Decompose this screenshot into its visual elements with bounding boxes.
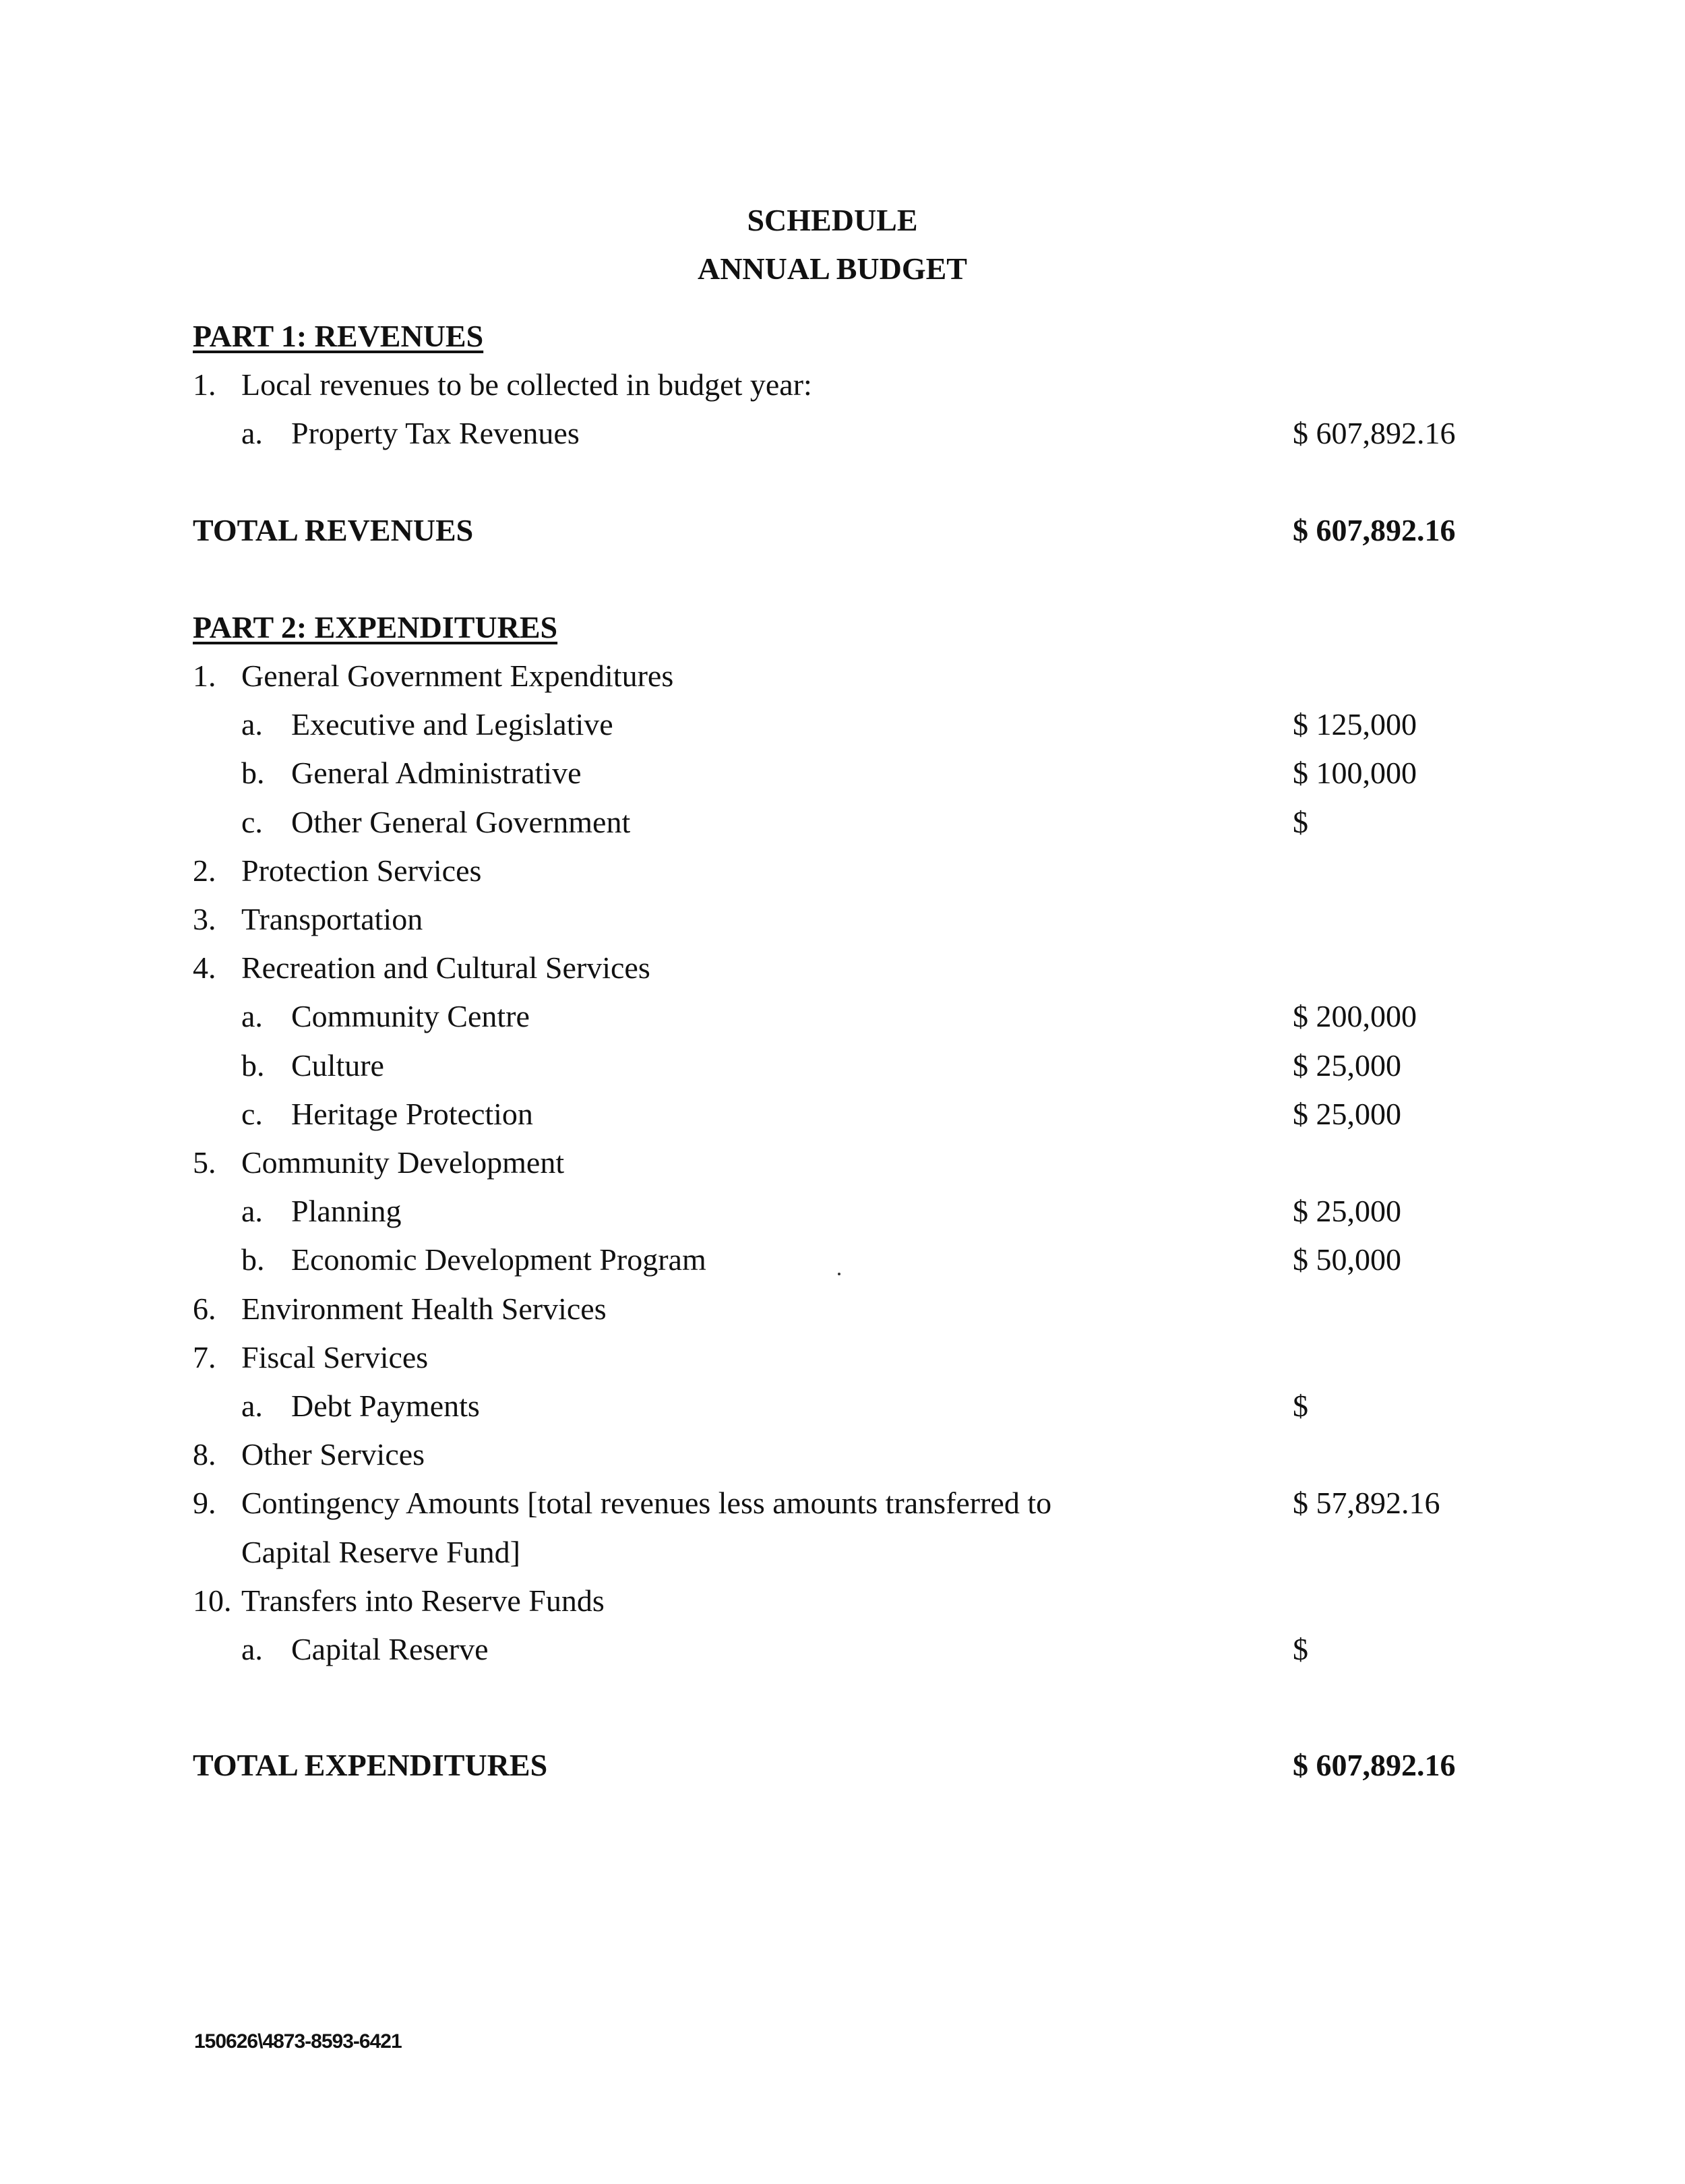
item-label: Executive and Legislative [291,707,613,741]
item-letter: b. [241,1242,265,1277]
item-amount: $ [1293,1632,1308,1666]
item-label: Culture [291,1048,384,1083]
item-amount: $ 57,892.16 [1293,1486,1440,1520]
item-label: Transfers into Reserve Funds [241,1583,605,1618]
item-number: 8. [193,1437,216,1472]
item-label: Community Centre [291,999,530,1033]
item-number: 10. [193,1583,232,1618]
stray-mark [838,1273,840,1275]
item-amount: $ 25,000 [1293,1048,1401,1083]
item-label: Economic Development Program [291,1242,706,1277]
document-id: 150626\4873-8593-6421 [194,2030,402,2053]
item-letter: a. [241,1194,263,1228]
item-amount: $ [1293,1389,1308,1423]
item-amount: $ 100,000 [1293,756,1417,790]
total-revenues-amount: $ 607,892.16 [1293,513,1456,547]
item-label: Environment Health Services [241,1292,607,1326]
item-label: Transportation [241,902,423,936]
item-label: General Administrative [291,756,582,790]
item-number: 2. [193,853,216,888]
total-revenues-label: TOTAL REVENUES [193,513,474,547]
item-number: 5. [193,1145,216,1180]
item-amount: $ 50,000 [1293,1242,1401,1277]
item-label: Other Services [241,1437,425,1472]
item-label: Protection Services [241,853,482,888]
item-letter: b. [241,756,265,790]
item-label: Community Development [241,1145,565,1180]
item-letter: a. [241,1632,263,1666]
part2-heading: PART 2: EXPENDITURES [193,610,558,644]
item-number: 4. [193,950,216,985]
part1-heading: PART 1: REVENUES [193,319,484,353]
item-number: 7. [193,1340,216,1374]
item-amount: $ 125,000 [1293,707,1417,741]
item-letter: c. [241,805,263,839]
item-amount: $ 25,000 [1293,1097,1401,1131]
item-label: Planning [291,1194,402,1228]
item-letter: a. [241,707,263,741]
item-letter: c. [241,1097,263,1131]
total-expenditures-amount: $ 607,892.16 [1293,1748,1456,1782]
item-label: Contingency Amounts [total revenues less amounts transferred to [241,1486,1052,1520]
item-amount: $ [1293,805,1308,839]
item-label: Local revenues to be collected in budget year: [241,367,812,402]
annual-budget-title: ANNUAL BUDGET [697,251,967,286]
item-number: 6. [193,1292,216,1326]
item-label: Heritage Protection [291,1097,533,1131]
item-letter: a. [241,1389,263,1423]
item-number: 3. [193,902,216,936]
item-amount: $ 607,892.16 [1293,416,1456,450]
item-number: 9. [193,1486,216,1520]
item-label: Recreation and Cultural Services [241,950,650,985]
item-number: 1. [193,659,216,693]
item-number: 1. [193,367,216,402]
item-label: Other General Government [291,805,631,839]
item-label: Capital Reserve [291,1632,489,1666]
item-label: Fiscal Services [241,1340,429,1374]
item-label: Property Tax Revenues [291,416,580,450]
schedule-title: SCHEDULE [747,203,918,237]
item-letter: b. [241,1048,265,1083]
item-label-continued: Capital Reserve Fund] [241,1535,520,1569]
item-letter: a. [241,416,263,450]
item-amount: $ 200,000 [1293,999,1417,1033]
item-amount: $ 25,000 [1293,1194,1401,1228]
item-label: General Government Expenditures [241,659,674,693]
total-expenditures-label: TOTAL EXPENDITURES [193,1748,548,1782]
item-label: Debt Payments [291,1389,480,1423]
item-letter: a. [241,999,263,1033]
